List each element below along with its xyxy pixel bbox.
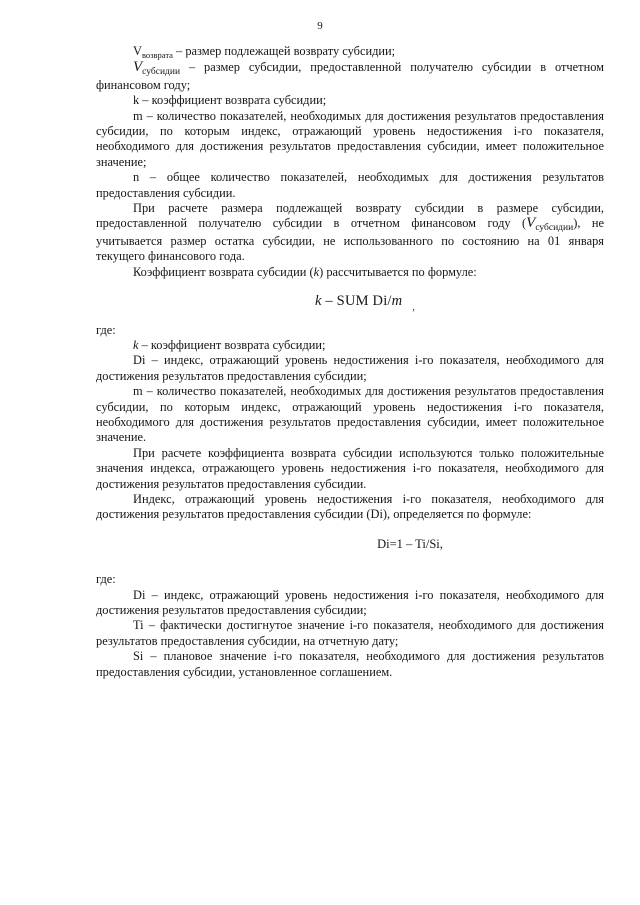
symbol-v: V bbox=[526, 215, 536, 232]
definition-m: m – количество показателей, необходимых для достижения результатов предоставления субсидии, по которым индекс, отражающий уровень недостижения i-го показателя, необходимого для достижения результатов предоставления субсидии, имеет положительное значение; bbox=[96, 108, 604, 169]
paragraph-remainder-note: При расчете размера подлежащей возврату субсидии в размере субсидии, предоставленной получателю субсидии в отчетном финансовом году $(V_{субсидии})$, не учитывается размер остатка субсидии, не использованного по состоянию на 01 января текущего финансового года. bbox=[96, 201, 604, 264]
symbol-subscript: возврата bbox=[141, 50, 173, 60]
document-body bbox=[96, 44, 604, 680]
definition-m-2: m – количество показателей, необходимых для достижения результатов предоставления субсидии, по которым индекс, отражающий уровень недостижения i-го показателя, необходимого для достижения результатов предоставления субсидии, имеет положительное значение. bbox=[96, 384, 604, 445]
definition-k: k – коэффициент возврата субсидии; bbox=[133, 93, 327, 108]
formula-di: Di=1 – Ti/Si, bbox=[377, 536, 443, 551]
definition-k-2: k – коэффициент возврата субсидии; bbox=[133, 337, 326, 352]
definition-text: – размер подлежащей возврату субсидии; bbox=[172, 44, 396, 58]
page-number: 9 bbox=[317, 20, 323, 32]
label-gde-2: где: bbox=[96, 572, 116, 587]
definition-v-vozvrata bbox=[96, 44, 604, 60]
symbol-k: k bbox=[133, 337, 139, 352]
definition-n: n – общее количество показателей, необходимых для достижения результатов предоставления субсидии. bbox=[96, 170, 604, 200]
definition-text: – размер субсидии, предоставленной получателю субсидии в отчетном финансовом году; bbox=[96, 60, 604, 92]
formula-k: k – SUM Di/m $_,$ bbox=[314, 293, 416, 314]
paragraph-formula-intro: Коэффициент возврата субсидии (k) рассчитывается по формуле: bbox=[133, 264, 477, 279]
symbol-v: V bbox=[133, 44, 142, 58]
symbol-subscript: субсидии bbox=[142, 67, 181, 78]
paragraph-positive-values: При расчете коэффициента возврата субсидии используются только положительные значения индекса, отражающего уровень недостижения i-го показателя, необходимого для достижения результатов предоставления субсидии. bbox=[96, 445, 604, 491]
paragraph-index-formula-intro: Индекс, отражающий уровень недостижения i-го показателя, необходимого для достижения результатов предоставления субсидии (Di), определяется по формуле: bbox=[96, 491, 604, 522]
symbol-subscript: субсидии bbox=[535, 223, 574, 234]
definition-v-subsidii bbox=[96, 60, 604, 93]
symbol-v: V bbox=[133, 59, 143, 76]
definition-di-2: Di – индекс, отражающий уровень недостижения i-го показателя, необходимого для достижения результатов предоставления субсидии; bbox=[96, 587, 604, 617]
symbol-k: k bbox=[313, 264, 320, 279]
definition-si: Si – плановое значение i-го показателя, необходимого для достижения результатов предоставления субсидии, установленное соглашением. bbox=[96, 649, 604, 679]
label-gde: где: bbox=[96, 322, 116, 337]
definition-di: Di – индекс, отражающий уровень недостижения i-го показателя, необходимого для достижения результатов предоставления субсидии; bbox=[96, 353, 604, 383]
definition-ti: Ti – фактически достигнутое значение i-го показателя, необходимого для достижения результатов предоставления субсидии, на отчетную дату; bbox=[96, 618, 604, 648]
